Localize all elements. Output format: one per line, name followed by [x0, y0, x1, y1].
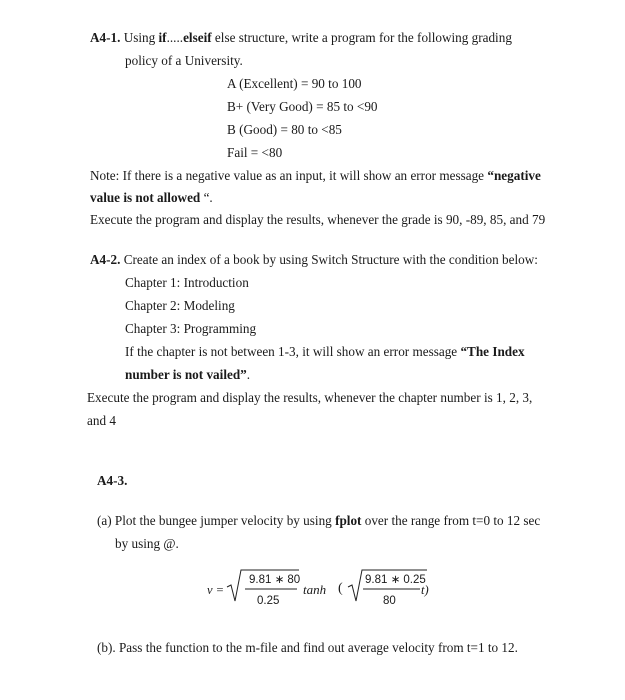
a41-number: A4-1.: [90, 30, 121, 45]
a42-execute-line-1: Execute the program and display the results, whenever the chapter number is 1, 2, 3,: [87, 390, 533, 405]
formula-lhs: v =: [207, 583, 225, 597]
a41-text-1: Using: [120, 30, 159, 45]
a41-execute: Execute the program and display the results, whenever the grade is 90, -89, 85, and 79: [90, 212, 546, 227]
chapter-item-1: Chapter 1: Introduction: [125, 275, 249, 290]
a41-line-2: policy of a University.: [125, 53, 243, 68]
a41-line-1: [90, 30, 512, 46]
a42-line-1: [90, 252, 538, 268]
a43-part-a-text: (a) Plot the bungee jumper velocity by using: [97, 513, 336, 528]
formula-paren-open: (: [338, 581, 343, 596]
a42-error-end: number is not vailed”: [125, 367, 247, 382]
grade-item-bplus: B+ (Very Good) = 85 to <90: [227, 99, 378, 114]
velocity-formula: [205, 568, 445, 618]
a42-execute-line-2: and 4: [87, 413, 116, 428]
a43-keyword-fplot: fplot: [335, 513, 362, 528]
a43-number: A4-3.: [97, 473, 128, 488]
a41-note-close: “.: [200, 190, 213, 205]
a43-part-a-line-1: [97, 513, 540, 529]
a41-note-error-start: “negative: [487, 168, 541, 183]
a42-condition-close: .: [246, 367, 251, 382]
a41-note-line-2: [90, 190, 213, 206]
a41-note-line-1: [90, 168, 541, 184]
a42-condition-line-2: [125, 367, 250, 383]
a41-note-error-end: value is not allowed: [90, 190, 201, 205]
a43-part-a-line-2: by using @.: [115, 536, 179, 551]
formula-tanh: tanh: [303, 582, 327, 597]
a42-condition-text: If the chapter is not between 1-3, it will show an error message: [125, 344, 461, 359]
chapter-item-3: Chapter 3: Programming: [125, 321, 257, 336]
grade-item-a: A (Excellent) = 90 to 100: [227, 76, 362, 91]
formula-time-var: t): [421, 583, 429, 597]
a42-text-1: Create an index of a book by using Switch Structure with the condition below:: [120, 252, 538, 267]
a41-keyword-if: if: [158, 30, 167, 45]
a41-note-text: Note: If there is a negative value as an input, it will show an error message: [90, 168, 488, 183]
a43-part-b: (b). Pass the function to the m-file and find out average velocity from t=1 to 12.: [97, 640, 518, 655]
a41-dots: .....: [166, 30, 184, 45]
formula-denominator-2: 80: [383, 595, 396, 607]
formula-numerator-2: 9.81 ∗ 0.25: [365, 574, 426, 586]
a41-text-2: else structure, write a program for the following grading: [211, 30, 512, 45]
a42-error-start: “The Index: [460, 344, 525, 359]
formula-numerator-1: 9.81 ∗ 80: [249, 574, 301, 586]
a41-keyword-elseif: elseif: [183, 30, 212, 45]
chapter-item-2: Chapter 2: Modeling: [125, 298, 235, 313]
a42-condition-line-1: [125, 344, 525, 360]
formula-denominator-1: 0.25: [257, 595, 280, 607]
grade-item-fail: Fail = <80: [227, 145, 283, 160]
a43-part-a-range: over the range from t=0 to 12 sec: [361, 513, 541, 528]
a42-number: A4-2.: [90, 252, 121, 267]
grade-item-b: B (Good) = 80 to <85: [227, 122, 342, 137]
